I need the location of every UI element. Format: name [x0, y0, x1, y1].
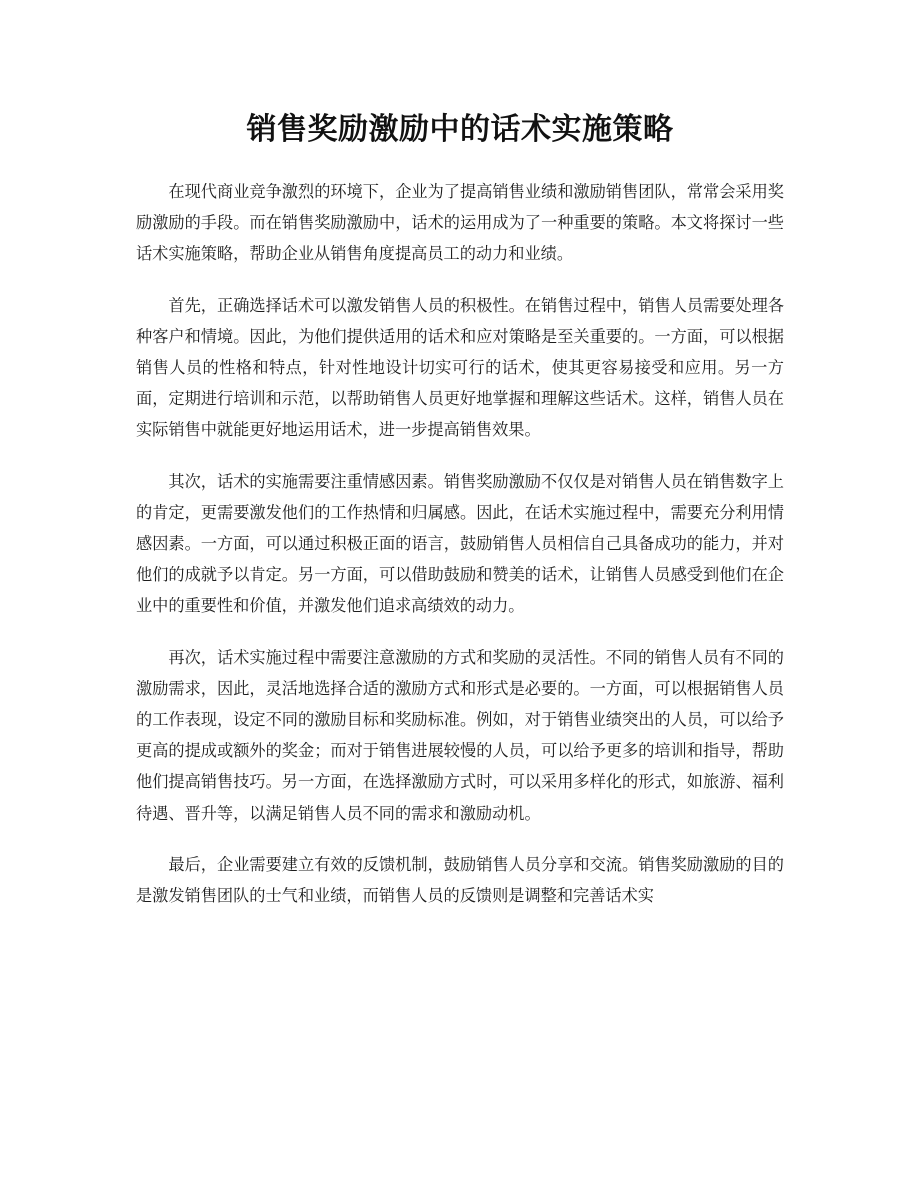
document-body	[136, 176, 784, 931]
paragraph-third-point: 再次，话术实施过程中需要注意激励的方式和奖励的灵活性。不同的销售人员有不同的激励需求，因此，灵活地选择合适的激励方式和形式是必要的。一方面，可以根据销售人员的工作表现，设定不同的激励目标和奖励标准。例如，对于销售业绩突出的人员，可以给予更高的提成或额外的奖金；而对于销售进展较慢的人员，可以给予更多的培训和指导，帮助他们提高销售技巧。另一方面，在选择激励方式时，可以采用多样化的形式，如旅游、福利待遇、晋升等，以满足销售人员不同的需求和激励动机。	[136, 647, 784, 823]
paragraph-second-point: 其次，话术的实施需要注重情感因素。销售奖励激励不仅仅是对销售人员在销售数字上的肯定，更需要激发他们的工作热情和归属感。因此，在话术实施过程中，需要充分利用情感因素。一方面，可以通过积极正面的语言，鼓励销售人员相信自己具备成功的能力，并对他们的成就予以肯定。另一方面，可以借助鼓励和赞美的话术，让销售人员感受到他们在企业中的重要性和价值，并激发他们追求高绩效的动力。	[136, 471, 784, 616]
paragraph-intro: 在现代商业竞争激烈的环境下，企业为了提高销售业绩和激励销售团队，常常会采用奖励激励的手段。而在销售奖励激励中，话术的运用成为了一种重要的策略。本文将探讨一些话术实施策略，帮助企业从销售角度提高员工的动力和业绩。	[136, 182, 784, 264]
document-title: 销售奖励激励中的话术实施策略	[246, 112, 674, 147]
paragraph-first-point: 首先，正确选择话术可以激发销售人员的积极性。在销售过程中，销售人员需要处理各种客户和情境。因此，为他们提供适用的话术和应对策略是至关重要的。一方面，可以根据销售人员的性格和特点，针对性地设计切实可行的话术，使其更容易接受和应用。另一方面，定期进行培训和示范，以帮助销售人员更好地掌握和理解这些话术。这样，销售人员在实际销售中就能更好地运用话术，进一步提高销售效果。	[136, 295, 784, 440]
paragraph-final-point: 最后，企业需要建立有效的反馈机制，鼓励销售人员分享和交流。销售奖励激励的目的是激发销售团队的士气和业绩，而销售人员的反馈则是调整和完善话术实	[136, 854, 784, 906]
